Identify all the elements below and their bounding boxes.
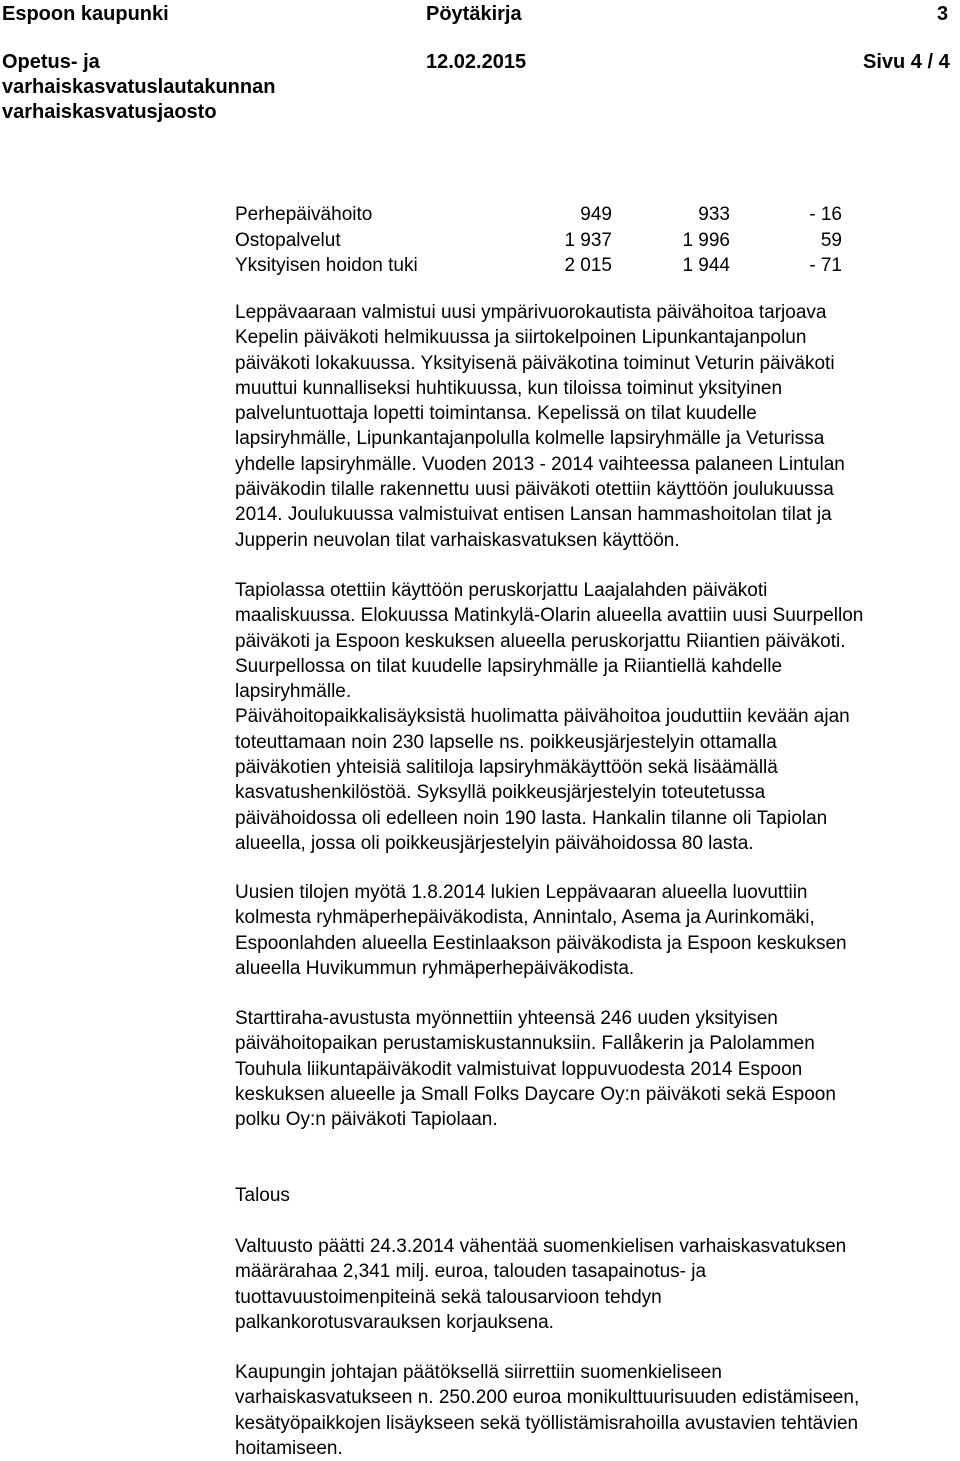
text-line: Jupperin neuvolan tilat varhaiskasvatuksen käyttöön. [235,529,680,551]
text-line: Kaupungin johtajan päätöksellä siirrettiin suomenkieliseen [235,1362,722,1383]
text-line: päiväkotien yhteisiä salitiloja lapsiryhmäkäyttöön sekä lisäämällä [235,757,778,779]
text-line: yhdelle lapsiryhmälle. Vuoden 2013 - 2014 vaihteessa palaneen Lintulan [235,453,845,475]
page-of-total: Sivu 4 / 4 [863,51,950,73]
value-column-2: 1 996 [682,229,730,251]
text-line: päiväkoti ja Espoon keskuksen alueella peruskorjattu Riiantien päiväkoti. [235,630,846,652]
value-column-2: 933 [698,204,730,225]
text-line: Valtuusto päätti 24.3.2014 vähentää suomenkielisen varhaiskasvatuksen [235,1236,847,1257]
text-line: polku Oy:n päiväkoti Tapiolaan. [235,1109,498,1131]
text-line: päiväkoti lokakuussa. Yksityisenä päiväkotina toiminut Veturin päiväkoti [235,352,835,374]
text-line: kasvatushenkilöstöä. Syksyllä poikkeusjärjestelyin toteutetussa [235,782,766,804]
city-name: Espoon kaupunki [2,3,169,25]
statistics-table [235,202,845,279]
text-line: keskuksen alueelle ja Small Folks Daycare Oy:n päiväkoti sekä Espoon [235,1083,836,1105]
value-column-1: 1 937 [564,229,612,251]
paragraph-mayor-decision [235,1360,859,1461]
table-row [235,228,845,254]
paragraph-leppavaara [235,300,845,553]
text-line: muuttui kunnalliseksi huhtikuussa, kun tiloissa toiminut yksityinen [235,377,783,399]
committee-line-1: Opetus- ja [2,51,100,73]
table-row [235,202,845,228]
text-line: 2014. Joulukuussa valmistuivat entisen Lansan hammashoitolan tilat ja [235,504,832,526]
text-line: päivähoitopaikan perustamiskustannuksiin. Fallåkerin ja Palolammen [235,1033,815,1055]
paragraph-startup-grant [235,1006,836,1132]
committee-line-3: varhaiskasvatusjaosto [2,101,217,123]
text-line: päiväkodin tilalle rakennettu uusi päiväkoti otettiin käyttöön joulukuussa [235,479,834,501]
text-line: päivähoidossa oli edelleen noin 190 lasta. Hankalin tilanne oli Tapiolan [235,807,828,829]
row-label: Yksityisen hoidon tuki [235,255,418,276]
text-line: maaliskuussa. Elokuussa Matinkylä-Olarin alueella avattiin uusi Suurpellon [235,605,864,627]
value-column-1: 2 015 [564,255,612,276]
text-line: toteuttamaan noin 230 lapselle ns. poikkeusjärjestelyin ottamalla [235,731,777,753]
text-line: palveluntuottaja lopetti toimintansa. Kepelissä on tilat kuudelle [235,403,757,425]
value-column-1: 949 [580,204,612,225]
text-line: kolmesta ryhmäperhepäiväkodista, Annintalo, Asema ja Aurinkomäki, [235,907,815,929]
text-line: Kepelin päiväkoti helmikuussa ja siirtokelpoinen Lipunkantajanpolun [235,327,807,349]
value-column-2: 1 944 [682,255,730,276]
text-line: Espoonlahden alueella Eestinlaakson päiväkodista ja Espoon keskuksen [235,932,847,954]
text-line: lapsiryhmälle. [235,681,352,703]
change-column: - 16 [809,204,842,225]
text-line: alueella Huvikummun ryhmäperhepäiväkodista. [235,957,635,979]
text-line: lapsiryhmälle, Lipunkantajanpolulla kolmelle lapsiryhmälle ja Veturissa [235,428,825,450]
paragraph-tapiola [235,578,863,856]
text-line: varhaiskasvatukseen n. 250.200 euroa monikulttuurisuuden edistämiseen, [235,1387,860,1409]
section-heading [235,1183,290,1208]
heading-text: Talous [235,1185,290,1206]
table-row [235,253,845,279]
text-line: Leppävaaraan valmistui uusi ympärivuorokautista päivähoitoa tarjoava [235,302,827,323]
text-line: Päivähoitopaikkalisäyksistä huolimatta päivähoitoa jouduttiin kevään ajan [235,706,850,728]
row-label: Ostopalvelut [235,229,341,251]
paragraph-new-facilities [235,880,847,981]
text-line: määrärahaa 2,341 milj. euroa, talouden tasapainotus- ja [235,1261,707,1283]
change-column: - 71 [809,255,842,276]
text-line: hoitamiseen. [235,1437,343,1459]
text-line: Starttiraha-avustusta myönnettiin yhteensä 246 uuden yksityisen [235,1008,778,1029]
text-line: Uusien tilojen myötä 1.8.2014 lukien Leppävaaran alueella luovuttiin [235,882,808,903]
document-type: Pöytäkirja [426,3,522,25]
text-line: alueella, jossa oli poikkeusjärjestelyin päivähoidossa 80 lasta. [235,832,754,854]
text-line: Tapiolassa otettiin käyttöön peruskorjattu Laajalahden päiväkoti [235,580,768,601]
text-line: Suurpellossa on tilat kuudelle lapsiryhmälle ja Riiantiellä kahdelle [235,655,783,677]
meeting-date: 12.02.2015 [426,51,527,73]
page-number: 3 [937,3,949,25]
text-line: palkankorotusvarauksen korjauksena. [235,1311,554,1333]
committee-line-2: varhaiskasvatuslautakunnan [2,76,276,98]
row-label: Perhepäivähoito [235,204,373,225]
text-line: tuottavuustoimenpiteinä sekä talousarvioon tehdyn [235,1286,662,1308]
text-line: Touhula liikuntapäiväkodit valmistuivat loppuvuodesta 2014 Espoon [235,1058,803,1080]
paragraph-council-decision [235,1234,846,1335]
text-line: kesätyöpaikkojen lisäykseen sekä työllistämisrahoilla avustavien tehtävien [235,1412,859,1434]
change-column: 59 [820,229,842,251]
